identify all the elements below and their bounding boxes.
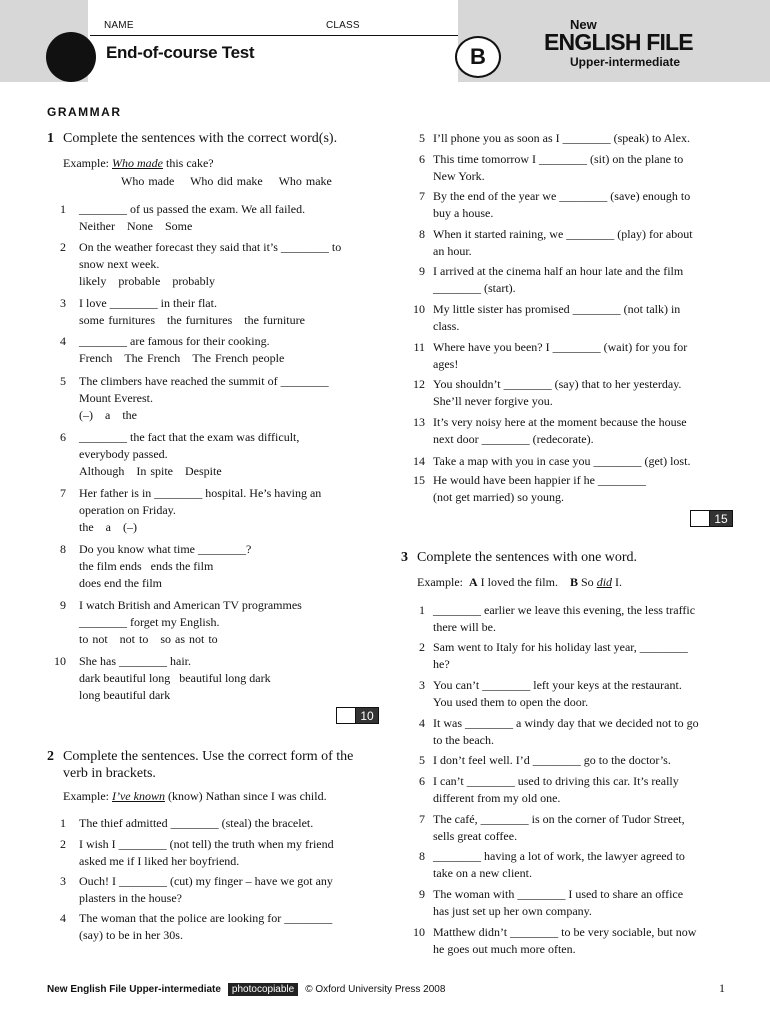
example-text: I. xyxy=(612,575,623,589)
option[interactable]: (–) xyxy=(123,520,137,534)
item-text: Matthew didn’t ________ to be very sociable, but now xyxy=(433,925,697,939)
score-blank[interactable] xyxy=(336,707,355,724)
option[interactable]: Neither xyxy=(79,219,115,233)
example-answer: I’ve known xyxy=(111,789,165,803)
exercise-1-score-box xyxy=(336,707,379,724)
option[interactable]: None xyxy=(126,219,153,233)
item-text: ________ forget my English. xyxy=(79,615,220,629)
item-text: (not get married) so young. xyxy=(433,490,564,504)
option[interactable]: Although xyxy=(79,464,125,478)
item-text: Ouch! I ________ (cut) my finger – have we got any xyxy=(79,874,333,888)
brand-level: Upper-intermediate xyxy=(570,55,681,69)
option[interactable]: not to xyxy=(119,632,149,646)
brand-title: ENGLISH FILE xyxy=(544,29,693,55)
item-text: class. xyxy=(433,319,460,333)
option[interactable]: the furnitures xyxy=(166,313,233,327)
item-text: You can’t ________ left your keys at the restaurant. xyxy=(433,678,682,692)
exercise-number: 2 xyxy=(47,749,54,764)
answer-options xyxy=(79,219,204,234)
item-text: (say) to be in her 30s. xyxy=(79,928,183,942)
item-text: he? xyxy=(433,657,450,671)
item-text: Take a map with you in case you ________ (get) lost. xyxy=(433,454,691,468)
example-text: (know) Nathan since I was child. xyxy=(164,789,327,803)
exercise-2-score-box xyxy=(690,510,733,527)
item-number: 9 xyxy=(419,887,425,901)
item-number: 15 xyxy=(413,473,425,487)
exercise-instruction: Complete the sentences. Use the correct form of the xyxy=(63,749,354,764)
example-answer: Who made xyxy=(111,156,163,170)
item-number: 4 xyxy=(419,716,425,730)
item-text: to the beach. xyxy=(433,733,494,747)
exercise-3-title xyxy=(401,549,637,566)
item-number: 9 xyxy=(419,264,425,278)
option[interactable]: a xyxy=(105,408,111,422)
photocopiable-badge: photocopiable xyxy=(228,983,298,996)
item-number: 5 xyxy=(60,374,66,388)
item-number: 4 xyxy=(60,911,66,925)
item-text: It’s very noisy here at the moment because the house xyxy=(433,415,687,429)
item-number: 1 xyxy=(60,816,66,830)
item-number: 9 xyxy=(60,598,66,612)
item-text: When it started raining, we ________ (play) for about xyxy=(433,227,693,241)
item-text: take on a new client. xyxy=(433,866,532,880)
item-number: 8 xyxy=(60,542,66,556)
answer-options xyxy=(79,464,234,479)
item-number: 2 xyxy=(60,837,66,851)
item-text: The woman that the police are looking for ________ xyxy=(79,911,333,925)
exercise-number: 1 xyxy=(47,131,54,146)
item-text: ________ the fact that the exam was difficult, xyxy=(79,430,300,444)
exercise-instruction: Complete the sentences with one word. xyxy=(417,550,638,565)
option[interactable]: some furnitures xyxy=(79,313,155,327)
score-total: 15 xyxy=(709,510,733,527)
item-number: 14 xyxy=(413,454,425,468)
example-text: So xyxy=(581,575,597,589)
item-text: I can’t ________ used to driving this car. It’s really xyxy=(433,774,679,788)
item-text: I love ________ in their flat. xyxy=(79,296,217,310)
item-number: 3 xyxy=(60,296,66,310)
exercise-2-title xyxy=(47,748,353,782)
example-label: Example: xyxy=(417,575,463,589)
item-text: there will be. xyxy=(433,620,496,634)
item-text: Her father is in ________ hospital. He’s having an xyxy=(79,486,322,500)
item-text: Sam went to Italy for his holiday last year, ________ xyxy=(433,640,688,654)
brand-new: New xyxy=(570,17,597,32)
copyright-text: © Oxford University Press 2008 xyxy=(305,984,446,995)
item-number: 10 xyxy=(413,925,425,939)
item-number: 5 xyxy=(419,753,425,767)
answer-options[interactable]: long beautiful dark xyxy=(79,688,171,702)
item-number: 4 xyxy=(60,334,66,348)
item-number: 6 xyxy=(419,774,425,788)
option[interactable]: In spite xyxy=(136,464,174,478)
item-text: It was ________ a windy day that we decided not to go xyxy=(433,716,699,730)
exercise-1-title xyxy=(47,130,337,147)
option[interactable]: (–) xyxy=(79,408,93,422)
item-text: plasters in the house? xyxy=(79,891,182,905)
option[interactable]: The French xyxy=(124,351,181,365)
page-number: 1 xyxy=(719,981,725,995)
answer-options xyxy=(79,313,317,328)
exercise-instruction: Complete the sentences with the correct word(s). xyxy=(63,131,338,146)
option[interactable]: The French people xyxy=(192,351,285,365)
item-text: The woman with ________ I used to share an office xyxy=(433,887,684,901)
header-disc-decoration xyxy=(46,32,96,82)
item-text: The thief admitted ________ (steal) the bracelet. xyxy=(79,816,314,830)
score-blank[interactable] xyxy=(690,510,709,527)
item-number: 3 xyxy=(60,874,66,888)
item-text: I don’t feel well. I’d ________ go to the doctor’s. xyxy=(433,753,671,767)
item-text: snow next week. xyxy=(79,257,160,271)
item-text: operation on Friday. xyxy=(79,503,176,517)
answer-options xyxy=(79,351,296,366)
item-text: ages! xyxy=(433,357,459,371)
item-text: Do you know what time ________? xyxy=(79,542,252,556)
item-number: 11 xyxy=(413,340,425,354)
class-label: CLASS xyxy=(326,20,360,31)
item-text: buy a house. xyxy=(433,206,494,220)
example-text: this cake? xyxy=(162,156,214,170)
option: Who make xyxy=(278,174,332,188)
item-number: 2 xyxy=(60,240,66,254)
item-text: He would have been happier if he ________ xyxy=(433,473,646,487)
option[interactable]: a xyxy=(105,520,111,534)
speaker-a-label: A xyxy=(468,575,478,589)
item-text: he goes out much more often. xyxy=(433,942,576,956)
item-number: 6 xyxy=(419,152,425,166)
item-text: an hour. xyxy=(433,244,472,258)
exercise-1-example xyxy=(63,156,214,171)
item-text: ________ having a lot of work, the lawyer agreed to xyxy=(433,849,685,863)
footer xyxy=(47,983,445,996)
test-version-badge: B xyxy=(455,36,501,78)
footer-book-title: New English File Upper-intermediate xyxy=(47,984,221,995)
item-text: has just set up her own company. xyxy=(433,904,592,918)
item-number: 13 xyxy=(413,415,425,429)
answer-options[interactable]: does end the film xyxy=(79,576,162,590)
item-number: 7 xyxy=(419,189,425,203)
example-options xyxy=(121,174,332,189)
item-text: By the end of the year we ________ (save) enough to xyxy=(433,189,691,203)
item-number: 6 xyxy=(60,430,66,444)
item-number: 5 xyxy=(419,131,425,145)
test-title: End-of-course Test xyxy=(106,43,255,62)
name-line xyxy=(90,35,458,36)
example-label: Example: xyxy=(63,156,109,170)
item-text: You shouldn’t ________ (say) that to her yesterday. xyxy=(433,377,682,391)
item-text: She’ll never forgive you. xyxy=(433,394,553,408)
exercise-3-example xyxy=(417,575,622,590)
item-text: She has ________ hair. xyxy=(79,654,191,668)
item-text: ________ earlier we leave this evening, the less traffic xyxy=(433,603,696,617)
item-number: 12 xyxy=(413,377,425,391)
item-text: next door ________ (redecorate). xyxy=(433,432,594,446)
item-text: everybody passed. xyxy=(79,447,168,461)
answer-options xyxy=(79,274,227,289)
item-number: 8 xyxy=(419,227,425,241)
answer-options xyxy=(79,632,230,647)
item-text: ________ (start). xyxy=(433,281,516,295)
item-number: 2 xyxy=(419,640,425,654)
item-text: New York. xyxy=(433,169,485,183)
option: Who made xyxy=(121,174,175,188)
name-label: NAME xyxy=(104,20,134,31)
item-number: 1 xyxy=(60,202,66,216)
option[interactable]: likely xyxy=(79,274,107,288)
item-text: On the weather forecast they said that it’s ________ to xyxy=(79,240,342,254)
item-text: The climbers have reached the summit of ________ xyxy=(79,374,329,388)
option[interactable]: Despite xyxy=(185,464,222,478)
item-text: asked me if I liked her boyfriend. xyxy=(79,854,240,868)
item-number: 3 xyxy=(419,678,425,692)
option[interactable]: French xyxy=(79,351,113,365)
answer-options[interactable]: dark beautiful long beautiful long dark xyxy=(79,671,271,685)
option[interactable]: probably xyxy=(172,274,215,288)
item-number: 7 xyxy=(419,812,425,826)
example-label: Example: xyxy=(63,789,109,803)
option: Who did make xyxy=(190,174,263,188)
item-text: My little sister has promised ________ (not talk) in xyxy=(433,302,681,316)
item-text: Mount Everest. xyxy=(79,391,153,405)
exercise-number: 3 xyxy=(401,550,408,565)
item-text: You used them to open the door. xyxy=(433,695,589,709)
example-answer: did xyxy=(596,575,613,589)
item-text: ________ of us passed the exam. We all failed. xyxy=(79,202,306,216)
item-text: This time tomorrow I ________ (sit) on the plane to xyxy=(433,152,684,166)
item-text: I’ll phone you as soon as I ________ (speak) to Alex. xyxy=(433,131,690,145)
section-heading: GRAMMAR xyxy=(47,105,122,119)
option[interactable]: the xyxy=(122,408,137,422)
item-number: 1 xyxy=(419,603,425,617)
option[interactable]: Some xyxy=(164,219,193,233)
answer-options xyxy=(79,520,149,535)
exercise-instruction: verb in brackets. xyxy=(63,766,156,781)
header-student-panel xyxy=(88,0,458,82)
item-number: 8 xyxy=(419,849,425,863)
answer-options xyxy=(79,408,149,423)
option[interactable]: the furniture xyxy=(244,313,305,327)
option[interactable]: the xyxy=(79,520,94,534)
item-number: 10 xyxy=(54,654,66,668)
item-text: I arrived at the cinema half an hour late and the film xyxy=(433,264,684,278)
option[interactable]: to not xyxy=(79,632,108,646)
option[interactable]: so as not to xyxy=(160,632,218,646)
item-text: different from my old one. xyxy=(433,791,561,805)
answer-options[interactable]: the film ends ends the film xyxy=(79,559,214,573)
item-text: I watch British and American TV programmes xyxy=(79,598,302,612)
item-text: I wish I ________ (not tell) the truth when my friend xyxy=(79,837,334,851)
exercise-2-example xyxy=(63,789,327,804)
item-text: ________ are famous for their cooking. xyxy=(79,334,270,348)
item-text: The café, ________ is on the corner of Tudor Street, xyxy=(433,812,685,826)
item-number: 7 xyxy=(60,486,66,500)
item-text: sells great coffee. xyxy=(433,829,518,843)
item-number: 10 xyxy=(413,302,425,316)
option[interactable]: probable xyxy=(118,274,161,288)
item-text: Where have you been? I ________ (wait) for you for xyxy=(433,340,688,354)
example-text: I loved the film. xyxy=(480,575,558,589)
score-total: 10 xyxy=(355,707,379,724)
speaker-b-label: B xyxy=(569,575,578,589)
